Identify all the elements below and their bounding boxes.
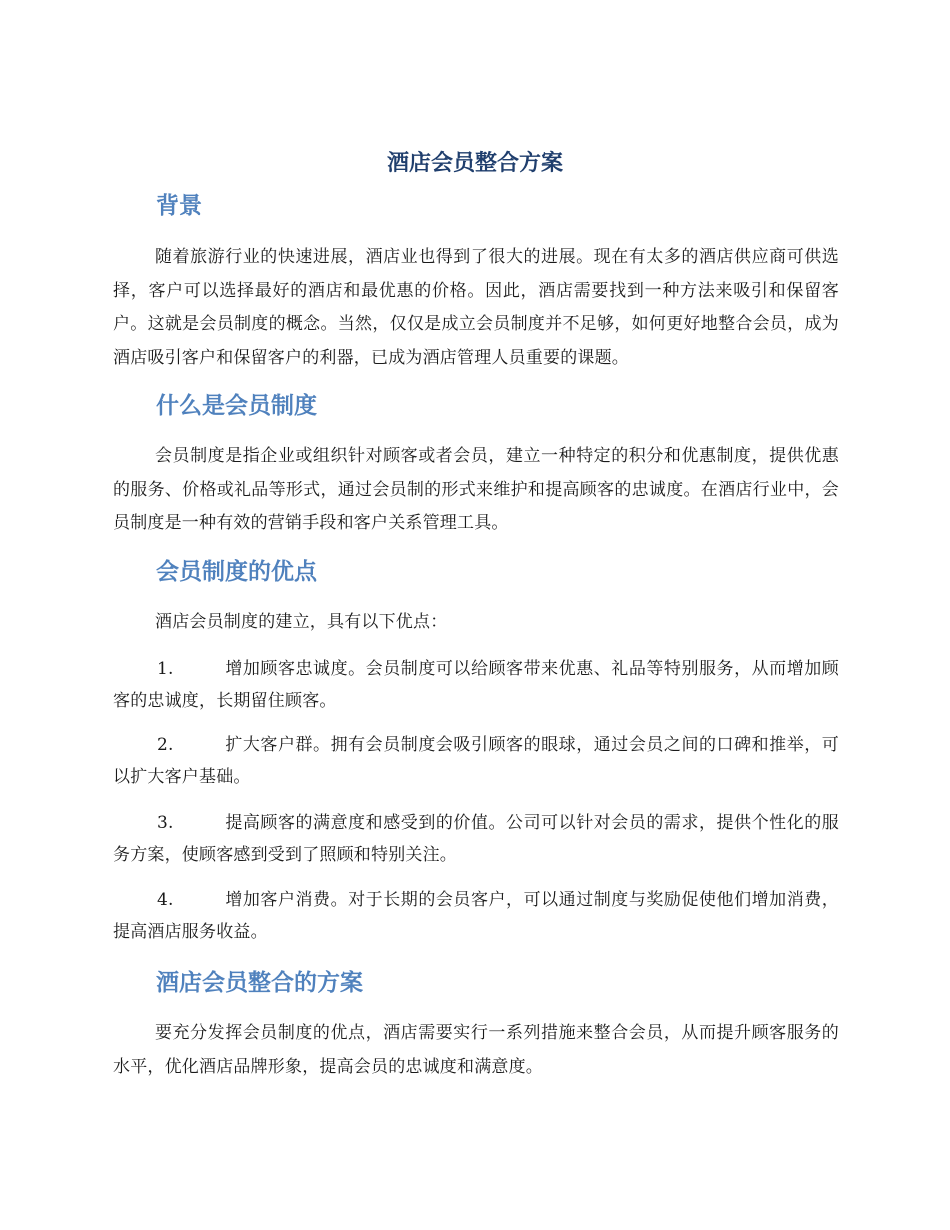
- list-item: [113, 653, 839, 717]
- list-item-number: 3.: [157, 813, 174, 833]
- list-item-text: 扩大客户群。拥有会员制度会吸引顾客的眼球，通过会员之间的口碑和推举，可以扩大客户基础。: [113, 735, 839, 787]
- document-title: 酒店会员整合方案: [386, 151, 563, 176]
- list-item: [113, 884, 839, 948]
- list-item-number: 1.: [157, 659, 174, 679]
- membership-definition-paragraph: 会员制度是指企业或组织针对顾客或者会员，建立一种特定的积分和优惠制度，提供优惠的服务、价格或礼品等形式，通过会员制的形式来维护和提高顾客的忠诚度。在酒店行业中，会员制度是一种有效的营销手段和客户关系管理工具。: [113, 446, 839, 533]
- section-heading-advantages: 会员制度的优点: [156, 559, 317, 585]
- list-item-number: 2.: [157, 735, 174, 755]
- background-paragraph: 随着旅游行业的快速进展，酒店业也得到了很大的进展。现在有太多的酒店供应商可供选择，客户可以选择最好的酒店和最优惠的价格。因此，酒店需要找到一种方法来吸引和保留客户。这就是会员制度的概念。当然，仅仅是成立会员制度并不足够，如何更好地整合会员，成为酒店吸引客户和保留客户的利器，已成为酒店管理人员重要的课题。: [113, 247, 839, 368]
- advantages-intro-paragraph: 酒店会员制度的建立，具有以下优点：: [155, 612, 448, 632]
- integration-plan-paragraph: 要充分发挥会员制度的优点，酒店需要实行一系列措施来整合会员，从而提升顾客服务的水平，优化酒店品牌形象，提高会员的忠诚度和满意度。: [113, 1023, 839, 1077]
- list-item-text: 增加客户消费。对于长期的会员客户，可以通过制度与奖励促使他们增加消费，提高酒店服务收益。: [113, 890, 839, 942]
- list-item-text: 提高顾客的满意度和感受到的价值。公司可以针对会员的需求，提供个性化的服务方案，使顾客感到受到了照顾和特别关注。: [113, 813, 839, 865]
- section-heading-what-is-membership: 什么是会员制度: [156, 393, 317, 419]
- section-heading-background: 背景: [156, 193, 202, 219]
- list-item-number: 4.: [157, 890, 174, 910]
- list-item: [113, 807, 839, 871]
- list-item: [113, 729, 839, 793]
- list-item-text: 增加顾客忠诚度。会员制度可以给顾客带来优惠、礼品等特别服务，从而增加顾客的忠诚度，长期留住顾客。: [113, 659, 839, 711]
- section-heading-integration-plan: 酒店会员整合的方案: [156, 970, 363, 996]
